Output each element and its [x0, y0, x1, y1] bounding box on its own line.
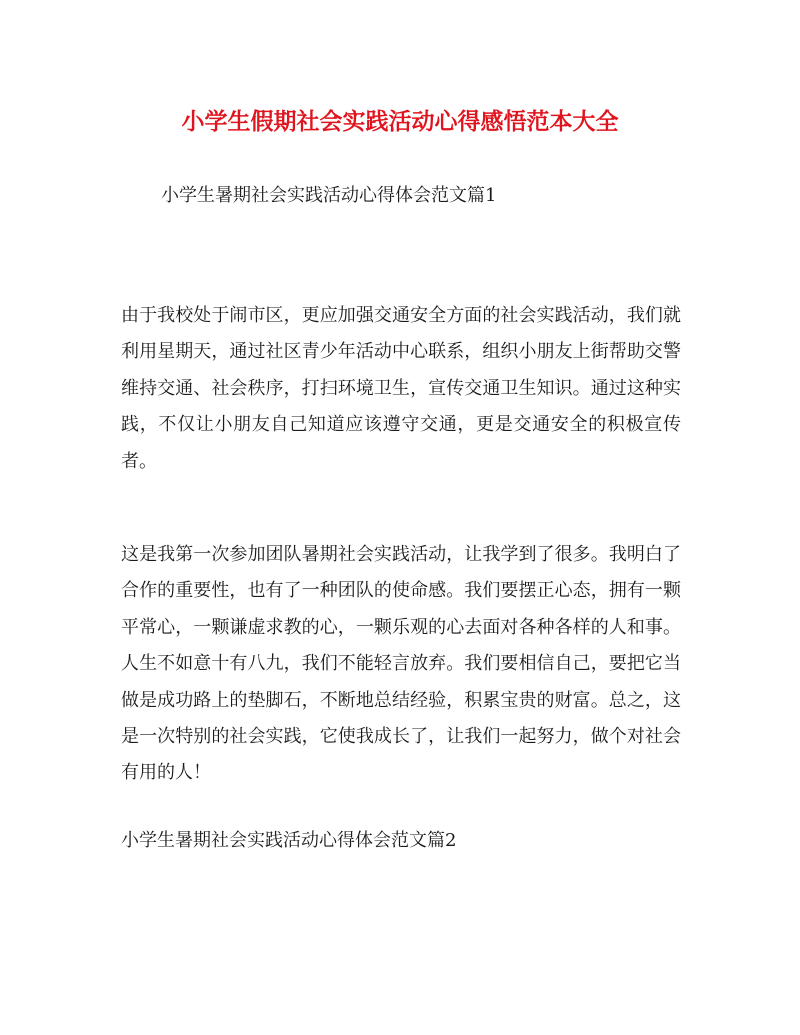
document-title: 小学生假期社会实践活动心得感悟范本大全	[181, 108, 619, 135]
paragraph: 这是我第一次参加团队暑期社会实践活动，让我学到了很多。我明白了合作的重要性，也有了一种团队的使命感。我们要摆正心态，拥有一颗平常心，一颗谦虚求教的心，一颗乐观的心去面对各种各样的人和事。人生不如意十有八九，我们不能轻言放弃。我们要相信自己，要把它当做是成功路上的垫脚石，不断地总结经验，积累宝贵的财富。总之，这是一次特别的社会实践，它使我成长了，让我们一起努力，做个对社会有用的人！	[121, 544, 681, 784]
paragraph: 由于我校处于闹市区，更应加强交通安全方面的社会实践活动，我们就利用星期天，通过社区青少年活动中心联系，组织小朋友上街帮助交警维持交通、社会秩序，打扫环境卫生，宣传交通卫生知识。通过这种实践，不仅让小朋友自己知道应该遵守交通，更是交通安全的积极宣传者。	[121, 305, 681, 472]
section-heading: 小学生暑期社会实践活动心得体会范文篇2	[121, 830, 457, 851]
section-subtitle: 小学生暑期社会实践活动心得体会范文篇1	[161, 185, 497, 206]
